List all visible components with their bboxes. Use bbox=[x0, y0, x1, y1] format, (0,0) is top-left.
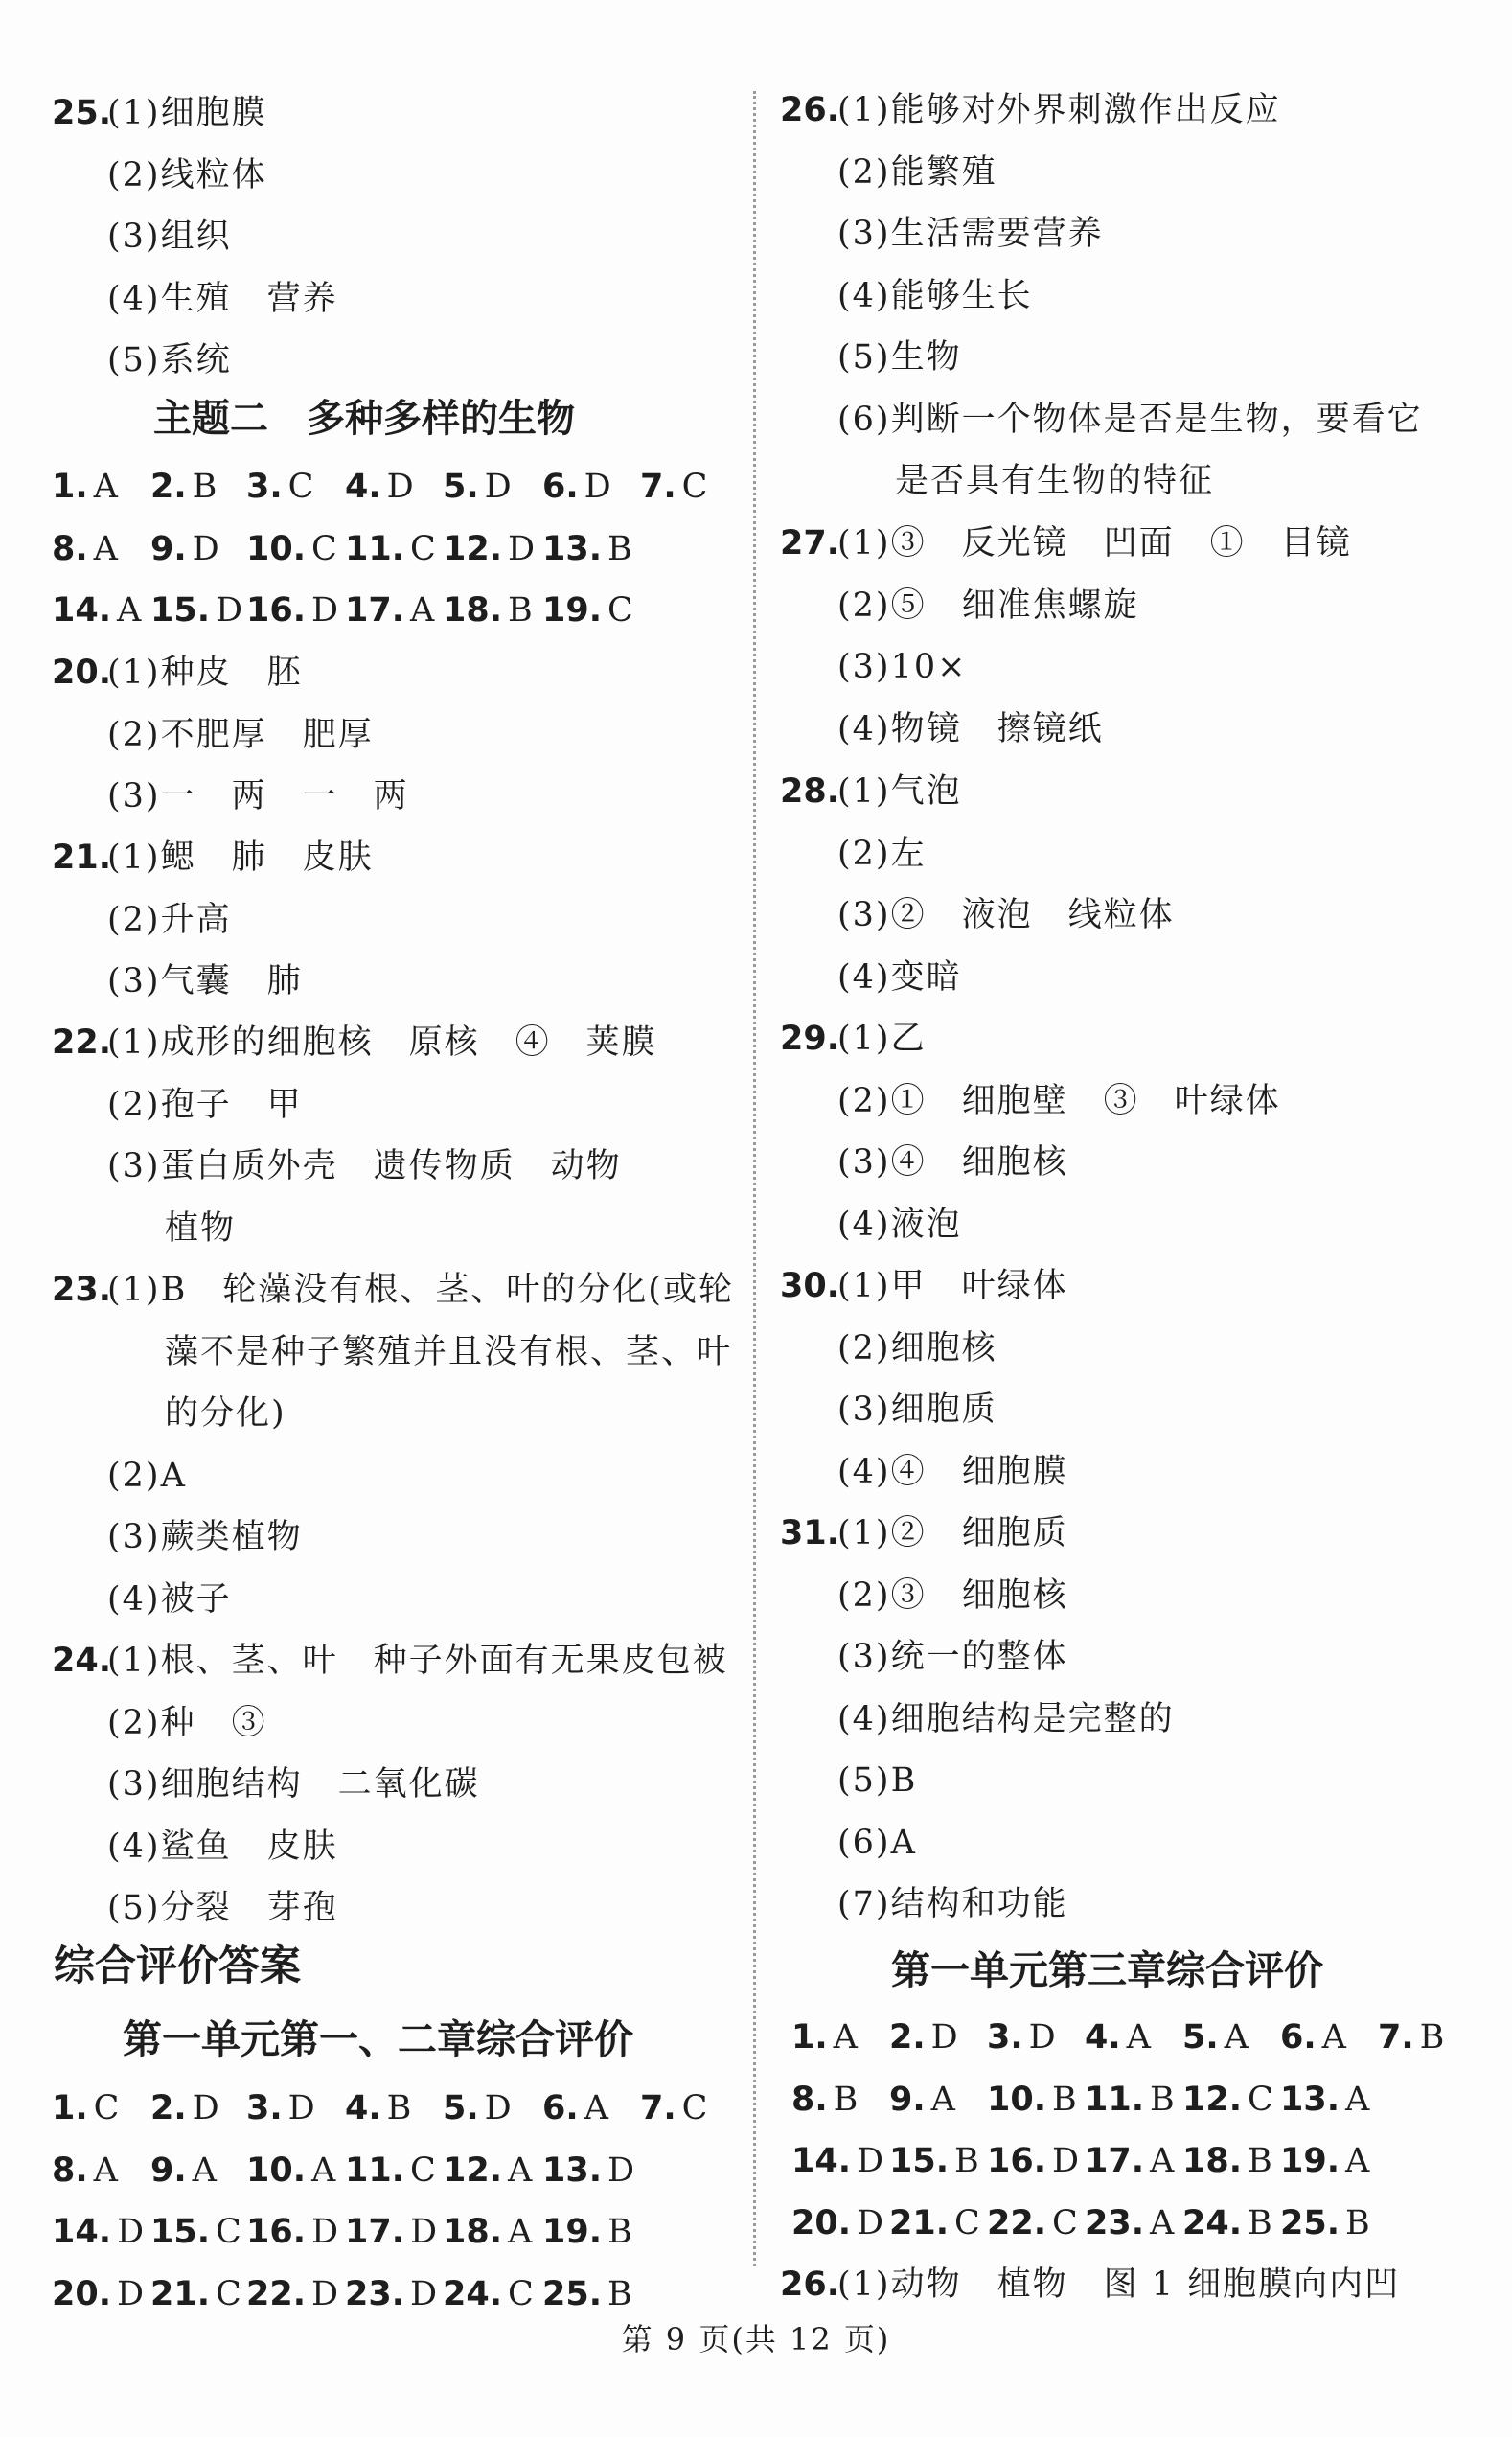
choice-number: 10. bbox=[987, 2080, 1047, 2119]
choice-number: 25. bbox=[1280, 2203, 1340, 2242]
answer-text: (3)细胞结构 二氧化碳 bbox=[107, 1765, 480, 1804]
choice-number: 4. bbox=[345, 2089, 381, 2127]
choice-answer: C bbox=[508, 2274, 534, 2313]
choice-number: 18. bbox=[443, 591, 503, 630]
question-number: 23. bbox=[52, 1271, 112, 1309]
choice-number: 8. bbox=[52, 2150, 88, 2190]
choice-answer: D bbox=[117, 2213, 145, 2251]
choice-number: 22. bbox=[987, 2203, 1047, 2242]
choice-answer: D bbox=[410, 2274, 438, 2313]
choice-answer: B bbox=[1419, 2018, 1445, 2057]
choice-number: 3. bbox=[246, 2089, 283, 2127]
choice-item bbox=[345, 2087, 411, 2129]
choice-number: 20. bbox=[791, 2203, 852, 2242]
choice-number: 14. bbox=[52, 2213, 112, 2251]
choice-item bbox=[150, 466, 217, 508]
choice-answer: A bbox=[1224, 2018, 1249, 2057]
choice-answer: B bbox=[1150, 2080, 1175, 2119]
choice-number: 14. bbox=[791, 2142, 852, 2180]
choice-item bbox=[443, 589, 533, 632]
choice-item bbox=[542, 589, 633, 632]
choice-item bbox=[246, 2211, 338, 2253]
choice-answer: C bbox=[216, 2213, 241, 2251]
choice-answer: A bbox=[192, 2150, 217, 2190]
choice-answer: A bbox=[1345, 2142, 1370, 2180]
choice-number: 6. bbox=[1280, 2018, 1317, 2057]
choice-number: 19. bbox=[542, 591, 603, 630]
choice-item bbox=[443, 528, 535, 570]
choice-answer: A bbox=[1321, 2018, 1346, 2057]
choice-item bbox=[52, 2273, 144, 2315]
choice-item bbox=[443, 2273, 534, 2315]
choice-item bbox=[150, 2273, 241, 2315]
choice-answer: C bbox=[1052, 2203, 1078, 2242]
answer-text: (3)一 两 一 两 bbox=[107, 777, 409, 816]
choice-answer: D bbox=[287, 2089, 315, 2127]
answer-text: (1)动物 植物 图 1 细胞膜向内凹 bbox=[837, 2265, 1401, 2304]
answer-text: (1)乙 bbox=[837, 1020, 927, 1058]
choice-number: 22. bbox=[246, 2274, 307, 2313]
choice-answer: A bbox=[311, 2150, 336, 2190]
answer-text: (3)④ 细胞核 bbox=[837, 1143, 1068, 1182]
choice-answer: B bbox=[386, 2089, 412, 2127]
choice-item bbox=[542, 2087, 608, 2129]
choice-number: 1. bbox=[791, 2018, 828, 2057]
answer-text: (4)被子 bbox=[107, 1579, 232, 1619]
answer-text: (1)成形的细胞核 原核 ④ 荚膜 bbox=[107, 1023, 657, 1062]
choice-item bbox=[1085, 2016, 1151, 2058]
choice-answer: D bbox=[484, 2089, 512, 2127]
question-number: 26. bbox=[780, 2265, 840, 2304]
answer-text: (2)孢子 甲 bbox=[107, 1085, 303, 1124]
choice-answer: C bbox=[607, 591, 633, 630]
question-number: 25. bbox=[52, 94, 112, 132]
choice-number: 17. bbox=[345, 591, 405, 630]
answer-text: (3)组织 bbox=[107, 218, 232, 256]
answer-text: (3)蛋白质外壳 遗传物质 动物 bbox=[107, 1147, 622, 1185]
choice-item bbox=[1378, 2016, 1444, 2058]
answer-text: (4)细胞结构是完整的 bbox=[837, 1699, 1175, 1738]
choice-answer: C bbox=[954, 2203, 980, 2242]
choice-item bbox=[542, 2150, 634, 2192]
choice-item bbox=[1085, 2202, 1174, 2244]
choice-answer: D bbox=[386, 468, 414, 506]
choice-item bbox=[1280, 2016, 1346, 2058]
answer-text: (4)物镜 擦镜纸 bbox=[837, 709, 1104, 748]
choice-number: 5. bbox=[1182, 2018, 1219, 2057]
choice-answer: B bbox=[1345, 2203, 1370, 2242]
choice-number: 3. bbox=[246, 468, 283, 506]
answer-text: (3)生活需要营养 bbox=[837, 215, 1104, 253]
choice-answer: A bbox=[508, 2150, 533, 2190]
choice-number: 19. bbox=[542, 2213, 603, 2251]
choice-answer: B bbox=[833, 2080, 859, 2119]
choice-item bbox=[52, 2087, 119, 2129]
choice-answer: B bbox=[607, 529, 632, 568]
choice-item bbox=[345, 589, 434, 632]
answer-text: (1)鳃 肺 皮肤 bbox=[107, 839, 374, 877]
choice-number: 7. bbox=[640, 468, 676, 506]
choice-number: 13. bbox=[542, 2150, 603, 2190]
choice-number: 24. bbox=[443, 2274, 503, 2313]
answer-text: (1)③ 反光镜 凹面 ① 目镜 bbox=[837, 524, 1352, 563]
choice-number: 4. bbox=[345, 468, 381, 506]
choice-item bbox=[52, 466, 118, 508]
choice-number: 23. bbox=[345, 2274, 405, 2313]
answer-text: 的分化) bbox=[165, 1394, 286, 1433]
choice-number: 15. bbox=[889, 2142, 950, 2180]
choice-number: 5. bbox=[443, 468, 479, 506]
choice-item bbox=[889, 2016, 958, 2058]
choice-item bbox=[987, 2202, 1078, 2244]
section-heading-theme2: 主题二 多种多样的生物 bbox=[153, 397, 575, 441]
choice-item bbox=[443, 2150, 532, 2192]
choice-number: 2. bbox=[889, 2018, 926, 2057]
answer-text: (4)能够生长 bbox=[837, 276, 1033, 315]
choice-number: 2. bbox=[150, 468, 187, 506]
choice-item bbox=[987, 2079, 1077, 2121]
choice-answer: A bbox=[93, 529, 118, 568]
choice-item bbox=[987, 2140, 1079, 2182]
choice-number: 1. bbox=[52, 468, 88, 506]
choice-item bbox=[150, 2150, 217, 2192]
choice-answer: A bbox=[584, 2089, 608, 2127]
answer-text: (4)④ 细胞膜 bbox=[837, 1452, 1068, 1491]
answer-text: (1)种皮 胚 bbox=[107, 654, 303, 692]
answer-text: (2)③ 细胞核 bbox=[837, 1575, 1068, 1615]
question-number: 29. bbox=[780, 1020, 840, 1058]
choice-number: 11. bbox=[345, 2150, 405, 2190]
choice-number: 12. bbox=[443, 529, 503, 568]
choice-answer: D bbox=[311, 591, 339, 630]
choice-item bbox=[889, 2140, 979, 2182]
choice-item bbox=[52, 528, 118, 570]
choice-item bbox=[889, 2202, 980, 2244]
answer-text: (5)系统 bbox=[107, 341, 232, 379]
answer-text: (4)生殖 营养 bbox=[107, 279, 338, 318]
choice-item bbox=[542, 2211, 632, 2253]
answer-text: (3)② 液泡 线粒体 bbox=[837, 896, 1175, 934]
choice-number: 9. bbox=[150, 2150, 187, 2190]
choice-number: 3. bbox=[987, 2018, 1023, 2057]
choice-item bbox=[640, 2087, 707, 2129]
answer-text: (4)变暗 bbox=[837, 957, 962, 997]
question-number: 28. bbox=[780, 772, 840, 811]
choice-item bbox=[791, 2140, 883, 2182]
answer-text: 藻不是种子繁殖并且没有根、茎、叶 bbox=[165, 1332, 733, 1371]
choice-answer: C bbox=[410, 529, 436, 568]
choice-number: 13. bbox=[1280, 2080, 1340, 2119]
choice-answer: D bbox=[508, 529, 536, 568]
choice-number: 17. bbox=[1085, 2142, 1145, 2180]
choice-answer: C bbox=[216, 2274, 241, 2313]
choice-number: 10. bbox=[246, 2150, 307, 2190]
choice-number: 25. bbox=[542, 2274, 603, 2313]
answer-text: (1)B 轮藻没有根、茎、叶的分化(或轮 bbox=[107, 1271, 734, 1309]
choice-number: 12. bbox=[443, 2150, 503, 2190]
answer-text: (6)A bbox=[837, 1823, 917, 1862]
choice-answer: A bbox=[1126, 2018, 1151, 2057]
choice-item bbox=[345, 528, 436, 570]
choice-number: 10. bbox=[246, 529, 307, 568]
choice-item bbox=[542, 528, 632, 570]
answer-text: (2)细胞核 bbox=[837, 1328, 997, 1368]
question-number: 31. bbox=[780, 1514, 840, 1552]
choice-number: 16. bbox=[246, 2213, 307, 2251]
choice-item bbox=[150, 589, 242, 632]
choice-answer: D bbox=[311, 2213, 339, 2251]
choice-item bbox=[246, 2273, 338, 2315]
choice-item bbox=[345, 466, 414, 508]
answer-text: (4)鲨鱼 皮肤 bbox=[107, 1827, 338, 1866]
choice-item bbox=[987, 2016, 1056, 2058]
choice-answer: B bbox=[954, 2142, 979, 2180]
choice-number: 15. bbox=[150, 591, 211, 630]
choice-item bbox=[52, 2150, 118, 2192]
choice-answer: C bbox=[681, 2089, 708, 2127]
choice-answer: A bbox=[1345, 2080, 1370, 2119]
choice-answer: A bbox=[1150, 2142, 1175, 2180]
choice-number: 19. bbox=[1280, 2142, 1340, 2180]
question-number: 26. bbox=[780, 91, 840, 129]
choice-answer: A bbox=[410, 591, 435, 630]
choice-item bbox=[443, 2087, 512, 2129]
choice-item bbox=[246, 2150, 335, 2192]
choice-answer: D bbox=[216, 591, 243, 630]
answer-text: (1)② 细胞质 bbox=[837, 1514, 1068, 1552]
choice-item bbox=[150, 528, 219, 570]
question-number: 20. bbox=[52, 654, 112, 692]
section-heading-unit1-ch12: 第一单元第一、二章综合评价 bbox=[123, 2016, 633, 2062]
choice-number: 8. bbox=[791, 2080, 828, 2119]
answer-text: (1)根、茎、叶 种子外面有无果皮包被 bbox=[107, 1642, 728, 1680]
choice-item bbox=[1085, 2079, 1175, 2121]
choice-item bbox=[1085, 2140, 1174, 2182]
choice-number: 11. bbox=[1085, 2080, 1145, 2119]
section-heading-evaluation: 综合评价答案 bbox=[54, 1943, 301, 1990]
choice-number: 20. bbox=[52, 2274, 112, 2313]
choice-item bbox=[246, 589, 338, 632]
choice-answer: B bbox=[192, 468, 218, 506]
choice-number: 9. bbox=[889, 2080, 926, 2119]
choice-item bbox=[1182, 2202, 1272, 2244]
choice-number: 7. bbox=[1378, 2018, 1414, 2057]
choice-answer: A bbox=[93, 2150, 118, 2190]
choice-number: 7. bbox=[640, 2089, 676, 2127]
choice-answer: B bbox=[1248, 2203, 1272, 2242]
choice-item bbox=[150, 2211, 241, 2253]
choice-number: 1. bbox=[52, 2089, 88, 2127]
choice-item bbox=[246, 466, 313, 508]
choice-number: 21. bbox=[150, 2274, 211, 2313]
choice-number: 16. bbox=[987, 2142, 1047, 2180]
answer-text: (5)分裂 芽孢 bbox=[107, 1889, 338, 1927]
choice-answer: D bbox=[584, 468, 611, 506]
choice-item bbox=[1182, 2016, 1249, 2058]
question-number: 27. bbox=[780, 524, 840, 563]
answer-text: (2)不肥厚 肥厚 bbox=[107, 715, 374, 754]
answer-text: (1)气泡 bbox=[837, 772, 962, 811]
choice-answer: D bbox=[117, 2274, 145, 2313]
answer-text: 是否具有生物的特征 bbox=[895, 462, 1215, 500]
choice-number: 14. bbox=[52, 591, 112, 630]
choice-number: 2. bbox=[150, 2089, 187, 2127]
choice-answer: C bbox=[1248, 2080, 1273, 2119]
answer-text: (2)能繁殖 bbox=[837, 152, 997, 192]
choice-answer: B bbox=[607, 2213, 632, 2251]
answer-text: (1)甲 叶绿体 bbox=[837, 1267, 1068, 1305]
question-number: 21. bbox=[52, 839, 112, 877]
answer-text: (2)A bbox=[107, 1456, 187, 1495]
answer-text: (3)气囊 肺 bbox=[107, 962, 303, 1000]
choice-number: 18. bbox=[1182, 2142, 1243, 2180]
choice-answer: B bbox=[607, 2274, 632, 2313]
choice-item bbox=[1182, 2140, 1272, 2182]
question-number: 22. bbox=[52, 1023, 112, 1062]
choice-number: 11. bbox=[345, 529, 405, 568]
choice-number: 21. bbox=[889, 2203, 950, 2242]
choice-item bbox=[345, 2150, 436, 2192]
answer-text: (1)细胞膜 bbox=[107, 94, 267, 132]
answer-text: (4)液泡 bbox=[837, 1205, 962, 1244]
answer-text: (2)① 细胞壁 ③ 叶绿体 bbox=[837, 1081, 1281, 1120]
choice-number: 8. bbox=[52, 529, 88, 568]
choice-item bbox=[889, 2079, 955, 2121]
choice-answer: D bbox=[484, 468, 512, 506]
choice-number: 5. bbox=[443, 2089, 479, 2127]
choice-number: 6. bbox=[542, 2089, 579, 2127]
answer-text: (5)生物 bbox=[837, 338, 962, 377]
answer-text: (2)线粒体 bbox=[107, 155, 267, 195]
choice-item bbox=[52, 2211, 144, 2253]
choice-answer: B bbox=[1248, 2142, 1272, 2180]
question-number: 24. bbox=[52, 1642, 112, 1680]
choice-answer: A bbox=[117, 591, 142, 630]
choice-answer: A bbox=[93, 468, 118, 506]
choice-answer: D bbox=[1052, 2142, 1080, 2180]
choice-item bbox=[542, 466, 611, 508]
answer-text: (1)能够对外界刺激作出反应 bbox=[837, 91, 1281, 129]
choice-item bbox=[640, 466, 707, 508]
choice-answer: D bbox=[857, 2203, 884, 2242]
choice-item bbox=[345, 2211, 437, 2253]
answer-text: (2)种 ③ bbox=[107, 1703, 267, 1742]
choice-number: 13. bbox=[542, 529, 603, 568]
choice-item bbox=[1280, 2140, 1369, 2182]
choice-answer: A bbox=[508, 2213, 533, 2251]
choice-item bbox=[542, 2273, 632, 2315]
choice-number: 15. bbox=[150, 2213, 211, 2251]
choice-number: 17. bbox=[345, 2213, 405, 2251]
choice-answer: D bbox=[192, 529, 219, 568]
answer-text: (3)统一的整体 bbox=[837, 1638, 1068, 1676]
choice-item bbox=[52, 589, 141, 632]
answer-text: (2)左 bbox=[837, 834, 927, 873]
choice-answer: D bbox=[311, 2274, 339, 2313]
choice-answer: B bbox=[1052, 2080, 1077, 2119]
choice-item bbox=[1182, 2079, 1273, 2121]
choice-answer: A bbox=[833, 2018, 858, 2057]
column-divider bbox=[753, 91, 756, 2266]
choice-answer: C bbox=[410, 2150, 436, 2190]
choice-answer: D bbox=[857, 2142, 884, 2180]
choice-answer: A bbox=[930, 2080, 955, 2119]
choice-answer: C bbox=[681, 468, 708, 506]
choice-number: 6. bbox=[542, 468, 579, 506]
choice-answer: C bbox=[93, 2089, 120, 2127]
choice-answer: D bbox=[607, 2150, 635, 2190]
choice-answer: D bbox=[1028, 2018, 1056, 2057]
choice-number: 24. bbox=[1182, 2203, 1243, 2242]
choice-answer: D bbox=[410, 2213, 438, 2251]
choice-answer: C bbox=[311, 529, 337, 568]
answer-text: (6)判断一个物体是否是生物，要看它 bbox=[837, 400, 1423, 439]
choice-item bbox=[1280, 2079, 1369, 2121]
choice-item bbox=[1280, 2202, 1370, 2244]
answer-text: (3)蕨类植物 bbox=[107, 1518, 303, 1556]
choice-item bbox=[443, 466, 512, 508]
choice-item bbox=[345, 2273, 437, 2315]
choice-number: 12. bbox=[1182, 2080, 1243, 2119]
choice-number: 23. bbox=[1085, 2203, 1145, 2242]
choice-answer: B bbox=[508, 591, 533, 630]
choice-number: 9. bbox=[150, 529, 187, 568]
answer-text: (2)⑤ 细准焦螺旋 bbox=[837, 586, 1139, 625]
choice-item bbox=[246, 528, 337, 570]
choice-item bbox=[791, 2016, 858, 2058]
answer-text: (2)升高 bbox=[107, 900, 232, 939]
choice-answer: C bbox=[287, 468, 314, 506]
page-footer: 第 9 页(共 12 页) bbox=[621, 2321, 891, 2357]
answer-text: (3)10× bbox=[837, 648, 968, 686]
choice-item bbox=[150, 2087, 219, 2129]
answer-text: (3)细胞质 bbox=[837, 1391, 997, 1429]
choice-answer: D bbox=[192, 2089, 219, 2127]
choice-item bbox=[443, 2211, 532, 2253]
answer-text: 植物 bbox=[165, 1208, 237, 1248]
choice-answer: D bbox=[930, 2018, 958, 2057]
section-heading-unit1-ch3: 第一单元第三章综合评价 bbox=[891, 1947, 1323, 1993]
choice-item bbox=[791, 2202, 883, 2244]
answer-text: (7)结构和功能 bbox=[837, 1885, 1068, 1923]
choice-number: 16. bbox=[246, 591, 307, 630]
answer-text: (5)B bbox=[837, 1761, 918, 1800]
choice-answer: A bbox=[1150, 2203, 1175, 2242]
choice-number: 4. bbox=[1085, 2018, 1121, 2057]
choice-item bbox=[246, 2087, 315, 2129]
question-number: 30. bbox=[780, 1267, 840, 1305]
choice-item bbox=[791, 2079, 858, 2121]
choice-number: 18. bbox=[443, 2213, 503, 2251]
